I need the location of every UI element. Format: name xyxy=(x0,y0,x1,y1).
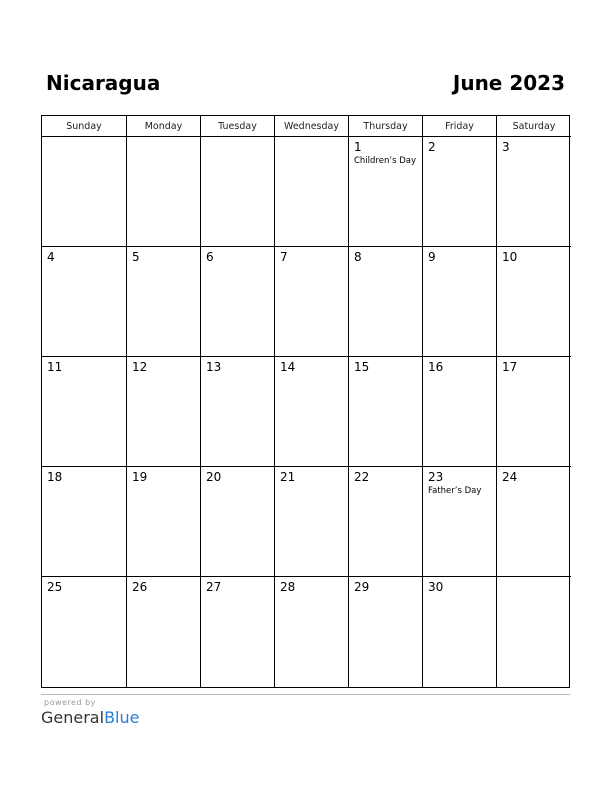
day-cell xyxy=(42,247,127,357)
day-number: 30 xyxy=(428,580,444,594)
day-number: 21 xyxy=(280,470,296,484)
day-number: 20 xyxy=(206,470,222,484)
day-cell xyxy=(423,467,497,577)
day-cell xyxy=(275,137,349,247)
day-number: 5 xyxy=(132,250,140,264)
day-cell xyxy=(423,247,497,357)
weekday-header-tuesday: Tuesday xyxy=(201,116,275,137)
day-number: 9 xyxy=(428,250,436,264)
holiday-label: Children’s Day xyxy=(354,156,416,166)
day-number: 2 xyxy=(428,140,436,154)
day-cell xyxy=(275,577,349,687)
day-cell xyxy=(127,467,201,577)
footer-divider xyxy=(41,694,570,695)
weekday-header-friday: Friday xyxy=(423,116,497,137)
day-number: 1 xyxy=(354,140,362,154)
holiday-label: Father’s Day xyxy=(428,486,482,496)
day-number: 15 xyxy=(354,360,370,374)
day-cell xyxy=(201,357,275,467)
day-cell xyxy=(497,357,571,467)
day-number: 16 xyxy=(428,360,444,374)
day-cell xyxy=(201,467,275,577)
day-cell xyxy=(497,577,571,687)
day-cell xyxy=(275,247,349,357)
day-number: 24 xyxy=(502,470,518,484)
day-number: 14 xyxy=(280,360,296,374)
day-number: 26 xyxy=(132,580,148,594)
day-cell xyxy=(349,577,423,687)
day-cell xyxy=(349,247,423,357)
day-cell xyxy=(349,467,423,577)
day-number: 19 xyxy=(132,470,148,484)
day-cell xyxy=(497,467,571,577)
day-number: 18 xyxy=(47,470,63,484)
day-cell xyxy=(127,247,201,357)
day-number: 3 xyxy=(502,140,510,154)
weekday-header-saturday: Saturday xyxy=(497,116,571,137)
day-cell xyxy=(275,357,349,467)
day-number: 12 xyxy=(132,360,148,374)
day-number: 27 xyxy=(206,580,222,594)
day-number: 28 xyxy=(280,580,296,594)
day-number: 6 xyxy=(206,250,214,264)
day-cell xyxy=(201,247,275,357)
day-number: 23 xyxy=(428,470,444,484)
day-cell xyxy=(423,137,497,247)
calendar-grid xyxy=(41,115,570,688)
day-cell xyxy=(201,577,275,687)
brand-logo xyxy=(41,708,139,727)
weekday-header-thursday: Thursday xyxy=(349,116,423,137)
day-cell xyxy=(497,247,571,357)
day-number: 29 xyxy=(354,580,370,594)
day-number: 7 xyxy=(280,250,288,264)
day-cell xyxy=(423,577,497,687)
day-number: 25 xyxy=(47,580,63,594)
day-number: 13 xyxy=(206,360,222,374)
weekday-header-wednesday: Wednesday xyxy=(275,116,349,137)
day-cell xyxy=(349,357,423,467)
day-cell xyxy=(275,467,349,577)
day-cell xyxy=(42,577,127,687)
day-cell xyxy=(201,137,275,247)
day-cell xyxy=(42,357,127,467)
day-cell xyxy=(497,137,571,247)
day-cell xyxy=(42,137,127,247)
day-number: 17 xyxy=(502,360,518,374)
day-cell xyxy=(127,137,201,247)
day-cell xyxy=(127,577,201,687)
day-number: 10 xyxy=(502,250,518,264)
country-title: Nicaragua xyxy=(46,71,161,95)
brand-blue: Blue xyxy=(104,708,140,727)
day-cell xyxy=(349,137,423,247)
day-number: 11 xyxy=(47,360,63,374)
weekday-header-sunday: Sunday xyxy=(42,116,127,137)
day-number: 22 xyxy=(354,470,370,484)
day-cell xyxy=(127,357,201,467)
day-cell xyxy=(42,467,127,577)
brand-general: General xyxy=(41,708,105,727)
weekday-header-monday: Monday xyxy=(127,116,201,137)
day-number: 8 xyxy=(354,250,362,264)
month-year-title: June 2023 xyxy=(452,71,565,95)
day-number: 4 xyxy=(47,250,55,264)
day-cell xyxy=(423,357,497,467)
powered-by-text: powered by xyxy=(44,698,96,707)
